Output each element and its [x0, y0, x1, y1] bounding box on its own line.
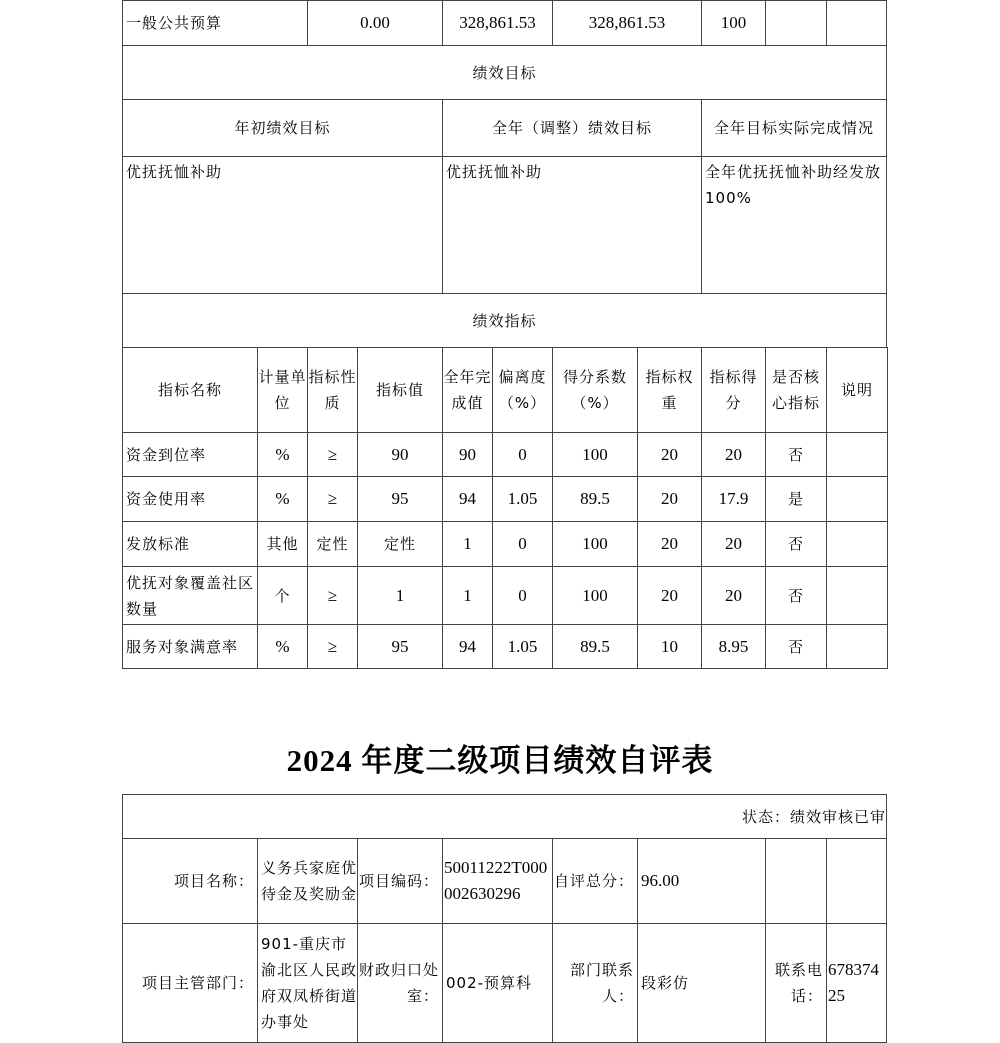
- indicator-cell-actual-text: 1: [463, 534, 472, 553]
- indicator-header-name: [122, 347, 258, 433]
- project-code-text: 50011222T000002630296: [444, 858, 548, 903]
- indicator-cell-name-text: 发放标准: [126, 535, 191, 553]
- indicator-cell-deviation: [492, 521, 553, 567]
- indicator-cell-deviation-text: 0: [518, 585, 527, 605]
- indicator-header-note-text: 说明: [840, 381, 873, 399]
- indicator-cell-coefficient: [552, 521, 638, 567]
- indicator-cell-note: [826, 624, 888, 669]
- indicator-header-weight: [637, 347, 702, 433]
- indicator-cell-target-text: 定性: [383, 535, 416, 553]
- goal-header-adjusted: 全年（调整）绩效目标: [442, 99, 702, 157]
- indicator-cell-note: [826, 566, 888, 625]
- indicator-cell-name-text: 资金使用率: [126, 490, 207, 508]
- goal-header-actual: [701, 99, 887, 157]
- indicator-header-nature: [307, 347, 358, 433]
- indicator-cell-coefficient-text: 100: [582, 534, 608, 553]
- indicator-cell-actual: [442, 432, 493, 477]
- indicator-cell-core: [765, 521, 827, 567]
- indicator-cell-weight: [637, 624, 702, 669]
- indicator-cell-weight-text: 20: [661, 444, 678, 464]
- indicator-cell-note: [826, 521, 888, 567]
- indicator-header-actual: [442, 347, 493, 433]
- indicator-cell-name-text: 优抚对象覆盖社区数量: [126, 573, 255, 618]
- goal-adjusted-value: 优抚抚恤补助: [442, 156, 702, 294]
- indicator-cell-target-text: 95: [391, 489, 409, 508]
- indicator-header-coefficient: [552, 347, 638, 433]
- project-name-label: 项目名称：: [122, 838, 258, 924]
- indicator-header-weight-text: 指标权重: [645, 368, 694, 412]
- indicator-cell-weight-text: 10: [661, 636, 678, 656]
- indicator-cell-deviation-text: 0: [518, 444, 527, 464]
- indicator-cell-unit-text: %: [275, 636, 290, 656]
- indicator-cell-target: [357, 624, 443, 669]
- indicator-cell-unit-text: %: [275, 444, 290, 464]
- status-badge: 状态：绩效审核已审: [122, 794, 887, 839]
- indicator-header-unit: [257, 347, 308, 433]
- indicator-header-deviation: [492, 347, 553, 433]
- indicator-cell-core: [765, 566, 827, 625]
- indicator-cell-deviation: [492, 624, 553, 669]
- finance-office-value: 002-预算科: [442, 923, 553, 1043]
- indicator-cell-core-text: 否: [787, 586, 804, 605]
- indicator-cell-actual: [442, 476, 493, 522]
- indicator-cell-core: [765, 432, 827, 477]
- indicator-cell-nature: [307, 432, 358, 477]
- indicator-cell-unit-text: %: [275, 489, 290, 508]
- funding-value-rate: 100: [701, 0, 766, 46]
- indicator-cell-score: [701, 432, 766, 477]
- indicator-cell-weight-text: 20: [661, 534, 678, 553]
- finance-office-label-text: 财政归口处室：: [358, 961, 439, 1005]
- indicator-cell-score-text: 8.95: [718, 636, 749, 656]
- indicator-cell-deviation: [492, 476, 553, 522]
- indicator-cell-nature: [307, 476, 358, 522]
- project-code-label: [357, 838, 443, 924]
- indicator-cell-actual: [442, 521, 493, 567]
- indicator-cell-weight: [637, 476, 702, 522]
- indicator-cell-unit: [257, 432, 308, 477]
- indicator-cell-weight: [637, 521, 702, 567]
- indicator-cell-score-text: 17.9: [718, 489, 749, 508]
- contact-value: 段彩仿: [637, 923, 766, 1043]
- contact-label: [552, 923, 638, 1043]
- indicator-cell-unit: [257, 521, 308, 567]
- indicator-cell-weight-text: 20: [661, 585, 678, 605]
- indicator-cell-name: [122, 432, 258, 477]
- indicator-header-core: [765, 347, 827, 433]
- indicator-cell-unit: [257, 566, 308, 625]
- phone-label: [765, 923, 827, 1043]
- funding-source: 一般公共预算: [122, 0, 308, 46]
- indicator-header-nature-text: 指标性质: [308, 368, 357, 412]
- indicator-cell-core-text: 否: [787, 535, 804, 553]
- indicator-cell-name: [122, 566, 258, 625]
- goal-actual-value: [701, 156, 887, 294]
- indicator-cell-score: [701, 476, 766, 522]
- indicator-header-unit-text: 计量单位: [258, 368, 307, 412]
- indicator-cell-weight: [637, 432, 702, 477]
- indicator-cell-unit: [257, 624, 308, 669]
- performance-goals-title: 绩效目标: [122, 45, 887, 100]
- goal-actual-value-text: 全年优抚抚恤补助经发放 100%: [705, 163, 882, 207]
- indicator-cell-name-text: 资金到位率: [126, 445, 207, 464]
- indicator-header-score-text: 指标得分: [709, 368, 758, 412]
- indicator-cell-nature-text: ≥: [327, 636, 338, 656]
- indicator-cell-weight-text: 20: [661, 489, 678, 508]
- indicator-cell-core-text: 否: [787, 445, 804, 464]
- dept-label: [122, 923, 258, 1043]
- indicator-header-note: [826, 347, 888, 433]
- funding-value-extra-1: [765, 0, 827, 46]
- indicator-cell-actual-text: 1: [463, 585, 472, 605]
- indicator-cell-note: [826, 432, 888, 477]
- indicator-cell-coefficient: [552, 432, 638, 477]
- indicator-cell-coefficient-text: 89.5: [580, 489, 610, 508]
- performance-indicators-title: 绩效指标: [122, 293, 887, 348]
- phone-text: 67837425: [828, 960, 879, 1005]
- goal-header-actual-text: 全年目标实际完成情况: [713, 119, 874, 137]
- indicator-cell-coefficient: [552, 476, 638, 522]
- phone-label-text: 联系电话：: [774, 961, 823, 1005]
- self-score-label: [552, 838, 638, 924]
- self-score-value: 96.00: [637, 838, 766, 924]
- indicator-cell-weight: [637, 566, 702, 625]
- indicator-cell-target: [357, 476, 443, 522]
- indicator-cell-coefficient-text: 100: [582, 444, 608, 464]
- indicator-header-deviation-text: 偏离度（%）: [498, 368, 547, 412]
- indicator-cell-score-text: 20: [725, 534, 742, 553]
- self-score-label-text: 自评总分：: [553, 872, 634, 890]
- indicator-cell-core: [765, 624, 827, 669]
- funding-value-initial: 0.00: [307, 0, 443, 46]
- indicator-cell-target-text: 1: [395, 585, 405, 605]
- indicator-cell-core: [765, 476, 827, 522]
- indicator-cell-deviation-text: 0: [518, 534, 527, 553]
- indicator-cell-coefficient-text: 100: [582, 585, 608, 605]
- indicator-cell-core-text: 是: [787, 490, 804, 508]
- indicator-cell-deviation: [492, 566, 553, 625]
- phone-value: [826, 923, 887, 1043]
- indicator-header-coefficient-text: 得分系数（%）: [562, 368, 627, 412]
- indicator-cell-target: [357, 432, 443, 477]
- finance-office-label: [357, 923, 443, 1043]
- funding-value-executed: 328,861.53: [552, 0, 702, 46]
- indicator-cell-nature-text: 定性: [316, 535, 349, 553]
- indicator-cell-name: [122, 624, 258, 669]
- indicator-cell-name: [122, 476, 258, 522]
- indicator-cell-name-text: 服务对象满意率: [126, 637, 239, 656]
- project-code-label-text: 项目编码：: [358, 872, 439, 890]
- dept-value: [257, 923, 358, 1043]
- indicator-cell-score: [701, 624, 766, 669]
- indicator-cell-nature: [307, 566, 358, 625]
- indicator-cell-nature-text: ≥: [327, 585, 338, 605]
- indicator-cell-core-text: 否: [787, 637, 804, 656]
- indicator-cell-nature-text: ≥: [327, 489, 338, 508]
- contact-label-text: 部门联系人：: [569, 961, 634, 1005]
- indicator-cell-score-text: 20: [725, 444, 742, 464]
- indicator-cell-target-text: 95: [391, 636, 409, 656]
- indicator-cell-name: [122, 521, 258, 567]
- indicator-cell-unit-text: 其他: [266, 535, 299, 553]
- project-name-text: 义务兵家庭优待金及奖励金: [261, 859, 358, 903]
- goal-initial-value: 优抚抚恤补助: [122, 156, 443, 294]
- indicator-cell-nature: [307, 521, 358, 567]
- empty-cell-1: [765, 838, 827, 924]
- indicator-cell-actual: [442, 566, 493, 625]
- indicator-cell-coefficient-text: 89.5: [580, 636, 610, 656]
- indicator-cell-coefficient: [552, 624, 638, 669]
- indicator-cell-coefficient: [552, 566, 638, 625]
- indicator-cell-score-text: 20: [725, 585, 742, 605]
- project-code-value: [442, 838, 553, 924]
- indicator-cell-nature-text: ≥: [327, 444, 338, 464]
- indicator-header-target: [357, 347, 443, 433]
- indicator-cell-unit: [257, 476, 308, 522]
- indicator-cell-deviation: [492, 432, 553, 477]
- indicator-cell-note: [826, 476, 888, 522]
- indicator-cell-deviation-text: 1.05: [507, 489, 538, 508]
- dept-text: 901-重庆市渝北区人民政府双凤桥街道办事处: [261, 935, 358, 1031]
- indicator-header-score: [701, 347, 766, 433]
- indicator-cell-target: [357, 521, 443, 567]
- indicator-cell-score: [701, 521, 766, 567]
- form-title: 2024 年度二级项目绩效自评表: [286, 743, 714, 778]
- indicator-header-name-text: 指标名称: [157, 381, 222, 399]
- goal-header-initial: 年初绩效目标: [122, 99, 443, 157]
- indicator-cell-deviation-text: 1.05: [507, 636, 538, 656]
- funding-value-extra-2: [826, 0, 887, 46]
- funding-value-adjusted: 328,861.53: [442, 0, 553, 46]
- indicator-cell-target-text: 90: [391, 444, 409, 464]
- indicator-cell-nature: [307, 624, 358, 669]
- indicator-header-actual-text: 全年完成值: [443, 368, 492, 412]
- indicator-cell-score: [701, 566, 766, 625]
- indicator-header-target-text: 指标值: [375, 381, 424, 399]
- dept-label-text: 项目主管部门：: [141, 974, 254, 992]
- indicator-cell-actual-text: 90: [459, 444, 476, 464]
- indicator-cell-target: [357, 566, 443, 625]
- indicator-cell-unit-text: 个: [274, 586, 291, 605]
- project-name-value: [257, 838, 358, 924]
- indicator-cell-actual: [442, 624, 493, 669]
- indicator-cell-actual-text: 94: [459, 489, 476, 508]
- empty-cell-2: [826, 838, 887, 924]
- indicator-cell-actual-text: 94: [459, 636, 476, 656]
- indicator-header-core-text: 是否核心指标: [771, 368, 820, 412]
